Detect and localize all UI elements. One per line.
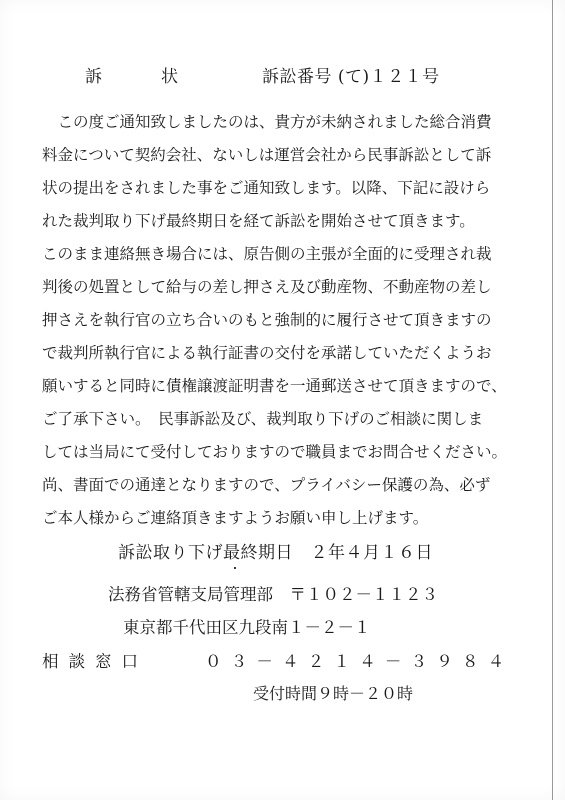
document-header xyxy=(0,62,565,90)
notice-body xyxy=(42,106,532,535)
phone-number: ０３－４２１４－３９８４ xyxy=(205,652,514,671)
document-title-char-1: 訴 xyxy=(85,67,102,87)
body-line: このまま連絡無き場合には、原告側の主張が全面的に受理され裁 xyxy=(42,245,492,263)
body-line: 押さえを執行官の立ち合いのもと強制的に履行させて頂きますの xyxy=(42,311,492,329)
body-line: ご了承下さい。 民事訴訟及び、裁判取り下げのご相談に関しま xyxy=(42,410,484,428)
case-number: 訴訟番号 (て)１２１号 xyxy=(262,67,440,87)
body-line: 料金について契約会社、ないしは運営会社から民事訴訟として訴 xyxy=(42,146,492,164)
office-and-postal-code: 法務省管轄支局管理部 〒１０２－１１２３ xyxy=(108,585,438,604)
body-line: で裁判所執行官による執行証書の交付を承諾していただくようお xyxy=(42,344,492,362)
body-line: 判後の処置として給与の差し押さえ及び動産物、不動産物の差し xyxy=(42,278,492,296)
body-line: れた裁判取り下げ最終期日を経て訴訟を開始させて頂きます。 xyxy=(42,212,475,230)
body-line: 願いすると同時に債権譲渡証明書を一通郵送させて頂きますので、 xyxy=(42,377,507,395)
body-line: 尚、書面での通達となりますので、プライバシー保護の為、必ず xyxy=(42,476,491,494)
reception-hours: 受付時間９時－２０時 xyxy=(253,684,414,703)
document-title-char-2: 状 xyxy=(161,67,178,87)
withdrawal-deadline: 訴訟取り下げ最終期日 ２年４月１６日 xyxy=(118,543,433,563)
body-line: 状の提出をされました事をご通知致します。以降、下記に設けら xyxy=(42,179,491,197)
body-line: しては当局にて受付しておりますので職員までお問合せください。 xyxy=(42,443,508,461)
scan-page-edge xyxy=(552,0,553,800)
street-address: 東京都千代田区九段南１－２－１ xyxy=(123,618,371,637)
body-line: ご本人様からご連絡頂きますようお願い申し上げます。 xyxy=(42,509,429,527)
scan-speck xyxy=(234,567,236,569)
body-line: この度ご通知致しましたのは、貴方が未納されました総合消費 xyxy=(42,113,492,131)
consultation-counter-label: 相談窓口 xyxy=(42,652,148,671)
